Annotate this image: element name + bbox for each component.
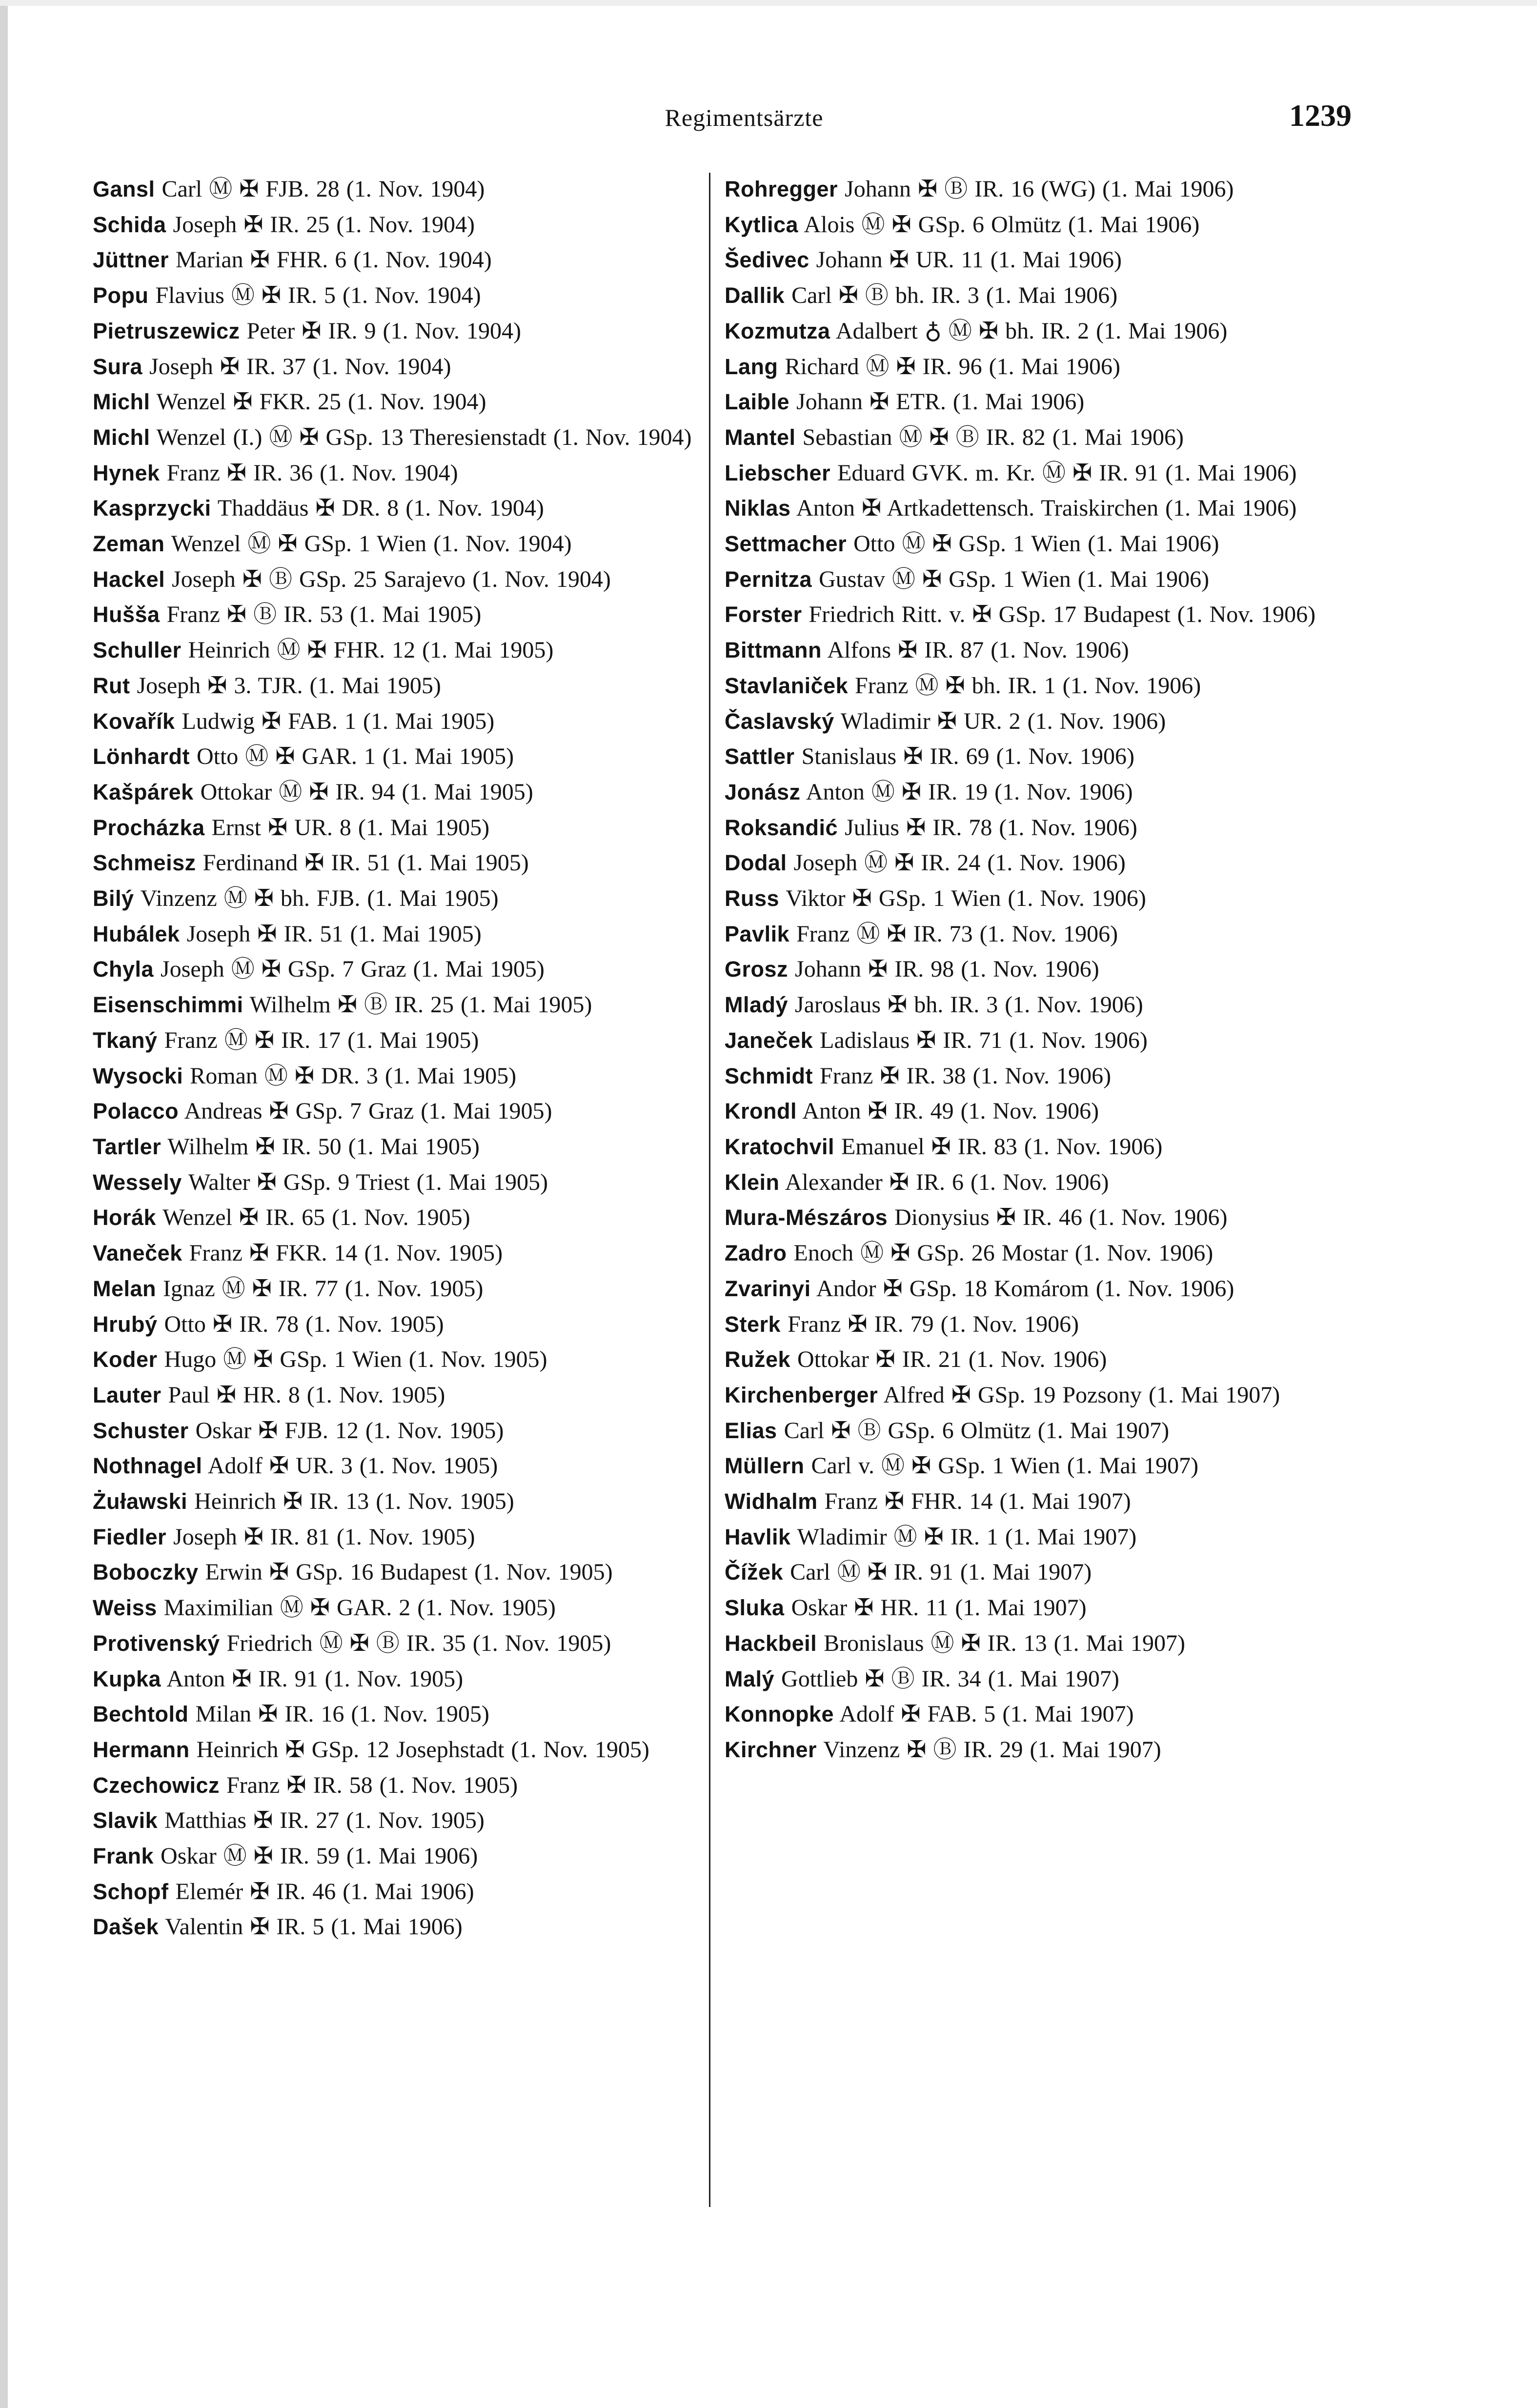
page-number: 1239: [1289, 98, 1352, 133]
list-item: [93, 952, 722, 987]
entry-surname: Hubálek: [93, 921, 180, 946]
entry-surname: Fiedler: [93, 1524, 167, 1549]
entry-surname: Janeček: [725, 1027, 813, 1053]
entry-surname: Czechowicz: [93, 1772, 220, 1798]
entry-surname: Pavlik: [725, 921, 790, 946]
entry-details: Ottokar Ⓜ ✠ IR. 94 (1. Mai 1905): [200, 779, 533, 805]
entry-details: Andor ✠ GSp. 18 Komárom (1. Nov. 1906): [816, 1275, 1234, 1302]
list-item: [725, 668, 1354, 704]
list-item: [93, 1200, 722, 1236]
list-item: [725, 526, 1354, 562]
entry-surname: Kasprzycki: [93, 496, 211, 521]
entry-surname: Hrubý: [93, 1311, 158, 1337]
list-item: [93, 1307, 722, 1343]
entry-surname: Roksandić: [725, 815, 838, 840]
entry-details: Joseph ✠ IR. 25 (1. Nov. 1904): [173, 211, 475, 238]
list-item: [93, 207, 722, 243]
list-item: [725, 775, 1354, 810]
list-item: [93, 1378, 722, 1413]
entry-details: Milan ✠ IR. 16 (1. Nov. 1905): [195, 1701, 489, 1727]
list-item: [93, 1271, 722, 1307]
entry-details: Franz Ⓜ ✠ IR. 17 (1. Mai 1905): [164, 1027, 479, 1053]
entry-surname: Mladý: [725, 992, 789, 1018]
entry-surname: Hynek: [93, 460, 160, 485]
entry-details: Gustav Ⓜ ✠ GSp. 1 Wien (1. Mai 1906): [819, 566, 1210, 592]
entry-surname: Liebscher: [725, 460, 831, 485]
entry-surname: Hackel: [93, 566, 165, 592]
entry-details: Joseph ✠ IR. 37 (1. Nov. 1904): [149, 353, 451, 380]
entry-details: Dionysius ✠ IR. 46 (1. Nov. 1906): [894, 1204, 1228, 1231]
entry-surname: Zvarinyi: [725, 1276, 811, 1301]
entry-surname: Jüttner: [93, 247, 169, 273]
entry-details: Franz ✠ FKR. 14 (1. Nov. 1905): [189, 1240, 503, 1266]
entry-details: Flavius Ⓜ ✠ IR. 5 (1. Nov. 1904): [155, 282, 481, 309]
entry-surname: Dodal: [725, 850, 787, 876]
entry-details: Johann ✠ UR. 11 (1. Mai 1906): [816, 247, 1122, 273]
list-item: [93, 633, 722, 668]
list-item: [725, 1448, 1354, 1484]
list-item: [725, 739, 1354, 775]
entry-details: Hugo Ⓜ ✠ GSp. 1 Wien (1. Nov. 1905): [164, 1346, 547, 1373]
list-item: [725, 1059, 1354, 1094]
entry-details: Alexander ✠ IR. 6 (1. Nov. 1906): [785, 1169, 1109, 1195]
entry-surname: Polacco: [93, 1099, 179, 1124]
list-item: [93, 242, 722, 278]
entry-details: Ladislaus ✠ IR. 71 (1. Nov. 1906): [820, 1027, 1148, 1053]
entry-details: Wilhelm ✠ IR. 50 (1. Mai 1905): [167, 1133, 480, 1160]
entry-details: Heinrich ✠ IR. 13 (1. Nov. 1905): [194, 1488, 514, 1515]
list-item: [725, 1662, 1354, 1697]
entry-surname: Pernitza: [725, 566, 812, 592]
entry-surname: Hušša: [93, 602, 160, 627]
entry-details: Bronislaus Ⓜ ✠ IR. 13 (1. Mai 1907): [824, 1630, 1185, 1656]
list-item: [725, 349, 1354, 385]
list-item: [725, 1732, 1354, 1768]
entry-surname: Chyla: [93, 957, 154, 982]
entry-surname: Zadro: [725, 1241, 787, 1266]
entry-surname: Krondl: [725, 1099, 797, 1124]
entry-surname: Vaneček: [93, 1241, 182, 1266]
entry-details: Joseph ✠ IR. 51 (1. Mai 1905): [186, 921, 482, 947]
page-top-edge: [0, 0, 1537, 6]
entry-details: Otto Ⓜ ✠ GSp. 1 Wien (1. Mai 1906): [853, 531, 1219, 557]
entry-details: Oskar ✠ HR. 11 (1. Mai 1907): [791, 1595, 1087, 1621]
entry-details: Heinrich Ⓜ ✠ FHR. 12 (1. Mai 1905): [188, 637, 554, 663]
list-item: [93, 1413, 722, 1449]
entry-details: Alfons ✠ IR. 87 (1. Nov. 1906): [827, 637, 1129, 663]
entry-surname: Protivenský: [93, 1630, 220, 1656]
entry-details: Stanislaus ✠ IR. 69 (1. Nov. 1906): [801, 743, 1134, 770]
entry-surname: Rut: [93, 673, 130, 698]
list-item: [725, 1484, 1354, 1520]
entry-surname: Niklas: [725, 496, 791, 521]
entry-surname: Hermann: [93, 1737, 190, 1762]
list-item: [93, 1129, 722, 1165]
entry-surname: Elias: [725, 1418, 777, 1443]
entry-surname: Dallik: [725, 283, 785, 308]
list-item: [725, 278, 1354, 314]
entry-details: Elemér ✠ IR. 46 (1. Mai 1906): [175, 1878, 474, 1905]
entry-surname: Dašek: [93, 1914, 159, 1940]
list-item: [725, 562, 1354, 598]
entry-surname: Kratochvil: [725, 1134, 835, 1159]
list-item: [725, 1378, 1354, 1413]
list-item: [93, 1697, 722, 1732]
entry-details: Joseph ✠ IR. 81 (1. Nov. 1905): [173, 1524, 475, 1550]
entry-surname: Jonász: [725, 779, 801, 804]
list-item: [725, 1590, 1354, 1626]
entry-surname: Mura-Mészáros: [725, 1205, 888, 1230]
entry-surname: Tartler: [93, 1134, 162, 1159]
entry-surname: Bechtold: [93, 1702, 189, 1727]
list-item: [93, 1626, 722, 1662]
entry-surname: Melan: [93, 1276, 157, 1301]
entry-details: Jaroslaus ✠ bh. IR. 3 (1. Nov. 1906): [795, 992, 1143, 1018]
list-item: [725, 704, 1354, 740]
entry-details: Alois Ⓜ ✠ GSp. 6 Olmütz (1. Mai 1906): [804, 211, 1200, 238]
entry-surname: Sattler: [725, 744, 795, 769]
entry-details: Joseph ✠ 3. TJR. (1. Mai 1905): [137, 672, 441, 699]
list-item: [93, 1023, 722, 1059]
list-item: [725, 1236, 1354, 1271]
entry-surname: Lang: [725, 354, 778, 379]
entry-details: Adolf ✠ UR. 3 (1. Nov. 1905): [207, 1453, 498, 1479]
entry-details: Joseph Ⓜ ✠ IR. 24 (1. Nov. 1906): [793, 850, 1126, 876]
list-item: [725, 1342, 1354, 1378]
entry-surname: Eisenschimmi: [93, 992, 243, 1018]
entry-details: Peter ✠ IR. 9 (1. Nov. 1904): [246, 318, 521, 344]
running-header-title: Regimentsärzte: [665, 104, 824, 131]
list-item: [93, 775, 722, 810]
entry-surname: Kirchner: [725, 1737, 817, 1762]
entry-details: Otto ✠ IR. 78 (1. Nov. 1905): [164, 1311, 444, 1337]
entry-surname: Procházka: [93, 815, 205, 840]
entry-surname: Kirchenberger: [725, 1382, 878, 1407]
list-item: [725, 456, 1354, 491]
entry-details: Carl ✠ Ⓑ GSp. 6 Olmütz (1. Mai 1907): [784, 1417, 1170, 1444]
list-item: [93, 562, 722, 598]
entry-surname: Michl: [93, 389, 150, 415]
entry-surname: Wessely: [93, 1169, 182, 1195]
list-item: [93, 1236, 722, 1271]
list-item: [93, 1448, 722, 1484]
entry-details: Maximilian Ⓜ ✠ GAR. 2 (1. Nov. 1905): [163, 1595, 556, 1621]
list-item: [93, 1874, 722, 1910]
entry-surname: Havlik: [725, 1524, 791, 1549]
entry-details: Adolf ✠ FAB. 5 (1. Mai 1907): [839, 1701, 1134, 1727]
entry-details: Wenzel Ⓜ ✠ GSp. 1 Wien (1. Nov. 1904): [171, 531, 572, 557]
list-item: [93, 597, 722, 633]
entry-surname: Settmacher: [725, 531, 847, 557]
entry-details: Alfred ✠ GSp. 19 Pozsony (1. Mai 1907): [883, 1382, 1280, 1408]
entry-details: Johann ✠ ETR. (1. Mai 1906): [796, 389, 1085, 415]
entry-surname: Bittmann: [725, 638, 822, 663]
entry-surname: Časlavský: [725, 708, 834, 734]
list-item: [725, 881, 1354, 917]
entry-surname: Kozmutza: [725, 318, 830, 343]
entry-surname: Sura: [93, 354, 143, 379]
list-item: [725, 1697, 1354, 1732]
entry-surname: Schida: [93, 212, 166, 237]
entry-details: Viktor ✠ GSp. 1 Wien (1. Nov. 1906): [786, 885, 1146, 912]
list-item: [725, 1129, 1354, 1165]
entry-details: Anton ✠ Artkadettensch. Traiskirchen (1. Mai 1906): [796, 495, 1297, 522]
entry-details: Thaddäus ✠ DR. 8 (1. Nov. 1904): [217, 495, 544, 522]
entry-details: Wladimir Ⓜ ✠ IR. 1 (1. Mai 1907): [797, 1524, 1137, 1550]
entry-surname: Schmeisz: [93, 850, 196, 876]
entry-surname: Ružek: [725, 1347, 791, 1372]
entry-surname: Michl: [93, 424, 150, 450]
entry-surname: Frank: [93, 1844, 154, 1869]
entry-details: Heinrich ✠ GSp. 12 Josephstadt (1. Nov. 1905): [196, 1736, 649, 1763]
list-item: [725, 491, 1354, 526]
list-item: [93, 420, 722, 456]
entry-details: Franz Ⓜ ✠ IR. 73 (1. Nov. 1906): [796, 921, 1118, 947]
entry-surname: Schmidt: [725, 1063, 813, 1088]
list-item: [93, 349, 722, 385]
list-item: [725, 420, 1354, 456]
list-item: [725, 952, 1354, 987]
entry-surname: Grosz: [725, 957, 789, 982]
list-item: [725, 1555, 1354, 1590]
entry-surname: Rohregger: [725, 177, 838, 201]
entry-surname: Mantel: [725, 424, 796, 450]
entry-details: Wenzel ✠ IR. 65 (1. Nov. 1905): [162, 1204, 470, 1231]
list-item: [725, 1413, 1354, 1449]
list-item: [93, 881, 722, 917]
entry-details: Ottokar ✠ IR. 21 (1. Nov. 1906): [797, 1346, 1107, 1373]
list-item: [725, 1520, 1354, 1555]
list-item: [93, 526, 722, 562]
entry-details: Sebastian Ⓜ ✠ Ⓑ IR. 82 (1. Mai 1906): [802, 424, 1184, 450]
entry-surname: Boboczky: [93, 1560, 199, 1585]
entry-details: Anton ✠ IR. 49 (1. Nov. 1906): [802, 1098, 1099, 1124]
entry-surname: Kupka: [93, 1666, 162, 1691]
list-item: [93, 668, 722, 704]
list-item: [93, 1909, 722, 1945]
entry-details: Anton Ⓜ ✠ IR. 19 (1. Nov. 1906): [806, 779, 1133, 805]
entry-details: Oskar ✠ FJB. 12 (1. Nov. 1905): [195, 1417, 504, 1444]
entry-details: Johann ✠ IR. 98 (1. Nov. 1906): [795, 956, 1099, 983]
entry-details: Adalbert ♁ Ⓜ ✠ bh. IR. 2 (1. Mai 1906): [835, 318, 1228, 344]
entry-surname: Nothnagel: [93, 1453, 202, 1479]
entry-surname: Laible: [725, 389, 790, 415]
list-item: [93, 172, 722, 207]
entry-surname: Kovařík: [93, 708, 175, 734]
entry-details: Joseph Ⓜ ✠ GSp. 7 Graz (1. Mai 1905): [161, 956, 545, 983]
list-item: [93, 1839, 722, 1874]
entry-surname: Kašpárek: [93, 779, 194, 804]
list-item: [93, 1768, 722, 1804]
list-item: [725, 172, 1354, 207]
list-item: [725, 384, 1354, 420]
entry-surname: Konnopke: [725, 1702, 834, 1727]
entry-details: Paul ✠ HR. 8 (1. Nov. 1905): [168, 1382, 445, 1408]
entry-surname: Wysocki: [93, 1063, 183, 1088]
list-item: [93, 491, 722, 526]
entry-surname: Weiss: [93, 1595, 157, 1621]
entry-surname: Zeman: [93, 531, 165, 557]
entry-details: Enoch Ⓜ ✠ GSp. 26 Mostar (1. Nov. 1906): [793, 1240, 1213, 1266]
entry-surname: Kytlica: [725, 212, 799, 237]
list-item: [725, 207, 1354, 243]
entry-surname: Forster: [725, 602, 802, 627]
list-item: [93, 704, 722, 740]
left-column: [93, 172, 722, 1945]
list-item: [725, 1271, 1354, 1307]
entry-details: Matthias ✠ IR. 27 (1. Nov. 1905): [164, 1807, 485, 1834]
entry-details: Vinzenz ✠ Ⓑ IR. 29 (1. Mai 1907): [823, 1736, 1161, 1763]
list-item: [93, 314, 722, 349]
entry-details: Marian ✠ FHR. 6 (1. Nov. 1904): [176, 247, 492, 273]
entry-surname: Lönhardt: [93, 744, 190, 769]
entry-surname: Bilý: [93, 886, 134, 911]
entry-details: Vinzenz Ⓜ ✠ bh. FJB. (1. Mai 1905): [140, 885, 499, 912]
list-item: [93, 456, 722, 491]
entry-surname: Hackbeil: [725, 1630, 817, 1656]
list-item: [93, 845, 722, 881]
list-item: [93, 384, 722, 420]
entry-surname: Sterk: [725, 1311, 781, 1337]
entry-details: Erwin ✠ GSp. 16 Budapest (1. Nov. 1905): [205, 1559, 613, 1585]
entry-details: Franz ✠ IR. 36 (1. Nov. 1904): [166, 460, 458, 486]
entry-surname: Šedivec: [725, 247, 809, 273]
entry-details: Ludwig ✠ FAB. 1 (1. Mai 1905): [182, 708, 495, 734]
list-item: [725, 810, 1354, 846]
entry-details: Wladimir ✠ UR. 2 (1. Nov. 1906): [840, 708, 1166, 734]
entry-surname: Malý: [725, 1666, 775, 1691]
entry-details: Franz ✠ IR. 58 (1. Nov. 1905): [226, 1772, 518, 1798]
list-item: [93, 1059, 722, 1094]
entry-details: Franz ✠ FHR. 14 (1. Mai 1907): [824, 1488, 1131, 1515]
entry-surname: Lauter: [93, 1382, 162, 1407]
entry-surname: Żuławski: [93, 1489, 188, 1514]
entry-details: Ernst ✠ UR. 8 (1. Mai 1905): [211, 814, 490, 841]
list-item: [93, 987, 722, 1023]
list-item: [725, 845, 1354, 881]
entry-surname: Schopf: [93, 1879, 169, 1904]
list-item: [93, 278, 722, 314]
list-item: [93, 1803, 722, 1839]
entry-details: Ignaz Ⓜ ✠ IR. 77 (1. Nov. 1905): [163, 1275, 484, 1302]
entry-details: Franz ✠ Ⓑ IR. 53 (1. Mai 1905): [166, 602, 482, 628]
list-item: [725, 1094, 1354, 1129]
entry-surname: Russ: [725, 886, 780, 911]
list-item: [93, 1590, 722, 1626]
entry-details: Franz Ⓜ ✠ bh. IR. 1 (1. Nov. 1906): [855, 672, 1201, 699]
entry-details: Anton ✠ IR. 91 (1. Nov. 1905): [166, 1666, 464, 1692]
entry-surname: Widhalm: [725, 1489, 818, 1514]
entry-details: Franz ✠ IR. 38 (1. Nov. 1906): [820, 1063, 1112, 1089]
entry-details: Andreas ✠ GSp. 7 Graz (1. Mai 1905): [184, 1098, 552, 1124]
entry-details: Friedrich Ⓜ ✠ Ⓑ IR. 35 (1. Nov. 1905): [226, 1630, 611, 1656]
entry-surname: Tkaný: [93, 1027, 158, 1053]
entry-details: Otto Ⓜ ✠ GAR. 1 (1. Mai 1905): [196, 743, 514, 770]
list-item: [93, 1165, 722, 1201]
entry-details: Carl Ⓜ ✠ IR. 91 (1. Mai 1907): [790, 1559, 1092, 1585]
list-item: [93, 1094, 722, 1129]
entry-details: Gottlieb ✠ Ⓑ IR. 34 (1. Mai 1907): [781, 1666, 1119, 1692]
entry-details: Julius ✠ IR. 78 (1. Nov. 1906): [845, 814, 1137, 841]
list-item: [93, 1342, 722, 1378]
entry-surname: Popu: [93, 283, 149, 308]
list-item: [725, 314, 1354, 349]
list-item: [725, 1200, 1354, 1236]
list-item: [93, 739, 722, 775]
entry-details: Johann ✠ Ⓑ IR. 16 (WG) (1. Mai 1906): [845, 176, 1234, 202]
entry-details: Carl Ⓜ ✠ FJB. 28 (1. Nov. 1904): [162, 176, 485, 202]
list-item: [725, 633, 1354, 668]
entry-surname: Slavik: [93, 1808, 158, 1833]
list-item: [725, 242, 1354, 278]
list-item: [93, 1484, 722, 1520]
column-divider-rule: [709, 173, 710, 2207]
entry-details: Roman Ⓜ ✠ DR. 3 (1. Mai 1905): [190, 1063, 517, 1089]
list-item: [725, 987, 1354, 1023]
entry-details: Wenzel (I.) Ⓜ ✠ GSp. 13 Theresienstadt (1. Nov. 1904): [156, 424, 692, 450]
list-item: [93, 1555, 722, 1590]
right-column: [725, 172, 1354, 1768]
list-item: [93, 810, 722, 846]
list-item: [93, 917, 722, 952]
entry-details: Wenzel ✠ FKR. 25 (1. Nov. 1904): [156, 389, 486, 415]
entry-details: Joseph ✠ Ⓑ GSp. 25 Sarajevo (1. Nov. 1904): [172, 566, 611, 592]
list-item: [725, 917, 1354, 952]
entry-details: Emanuel ✠ IR. 83 (1. Nov. 1906): [841, 1133, 1163, 1160]
entry-surname: Müllern: [725, 1453, 805, 1479]
entry-details: Walter ✠ GSp. 9 Triest (1. Mai 1905): [188, 1169, 548, 1195]
entry-details: Carl ✠ Ⓑ bh. IR. 3 (1. Mai 1906): [791, 282, 1118, 309]
entry-details: Eduard GVK. m. Kr. Ⓜ ✠ IR. 91 (1. Mai 1906): [837, 460, 1297, 486]
list-item: [725, 1307, 1354, 1343]
entry-surname: Pietruszewicz: [93, 318, 240, 343]
entry-details: Richard Ⓜ ✠ IR. 96 (1. Mai 1906): [785, 353, 1120, 380]
list-item: [93, 1732, 722, 1768]
entry-surname: Schuller: [93, 638, 182, 663]
list-item: [725, 1165, 1354, 1201]
entry-surname: Koder: [93, 1347, 158, 1372]
entry-details: Friedrich Ritt. v. ✠ GSp. 17 Budapest (1. Nov. 1906): [809, 602, 1316, 628]
entry-surname: Gansl: [93, 177, 155, 201]
entry-surname: Klein: [725, 1169, 780, 1195]
entry-surname: Schuster: [93, 1418, 189, 1443]
list-item: [725, 1626, 1354, 1662]
entry-surname: Čížek: [725, 1560, 784, 1585]
list-item: [725, 597, 1354, 633]
entry-details: Ferdinand ✠ IR. 51 (1. Mai 1905): [202, 850, 529, 876]
entry-surname: Sluka: [725, 1595, 785, 1621]
list-item: [93, 1520, 722, 1555]
entry-details: Franz ✠ IR. 79 (1. Nov. 1906): [788, 1311, 1079, 1337]
list-item: [93, 1662, 722, 1697]
entry-details: Oskar Ⓜ ✠ IR. 59 (1. Mai 1906): [161, 1843, 478, 1869]
entry-surname: Horák: [93, 1205, 157, 1230]
entry-details: Wilhelm ✠ Ⓑ IR. 25 (1. Mai 1905): [249, 992, 592, 1018]
entry-details: Valentin ✠ IR. 5 (1. Mai 1906): [165, 1914, 463, 1940]
list-item: [725, 1023, 1354, 1059]
page-edge-shadow: [0, 0, 8, 2408]
entry-details: Carl v. Ⓜ ✠ GSp. 1 Wien (1. Mai 1907): [811, 1453, 1199, 1479]
entry-surname: Stavlaniček: [725, 673, 849, 698]
